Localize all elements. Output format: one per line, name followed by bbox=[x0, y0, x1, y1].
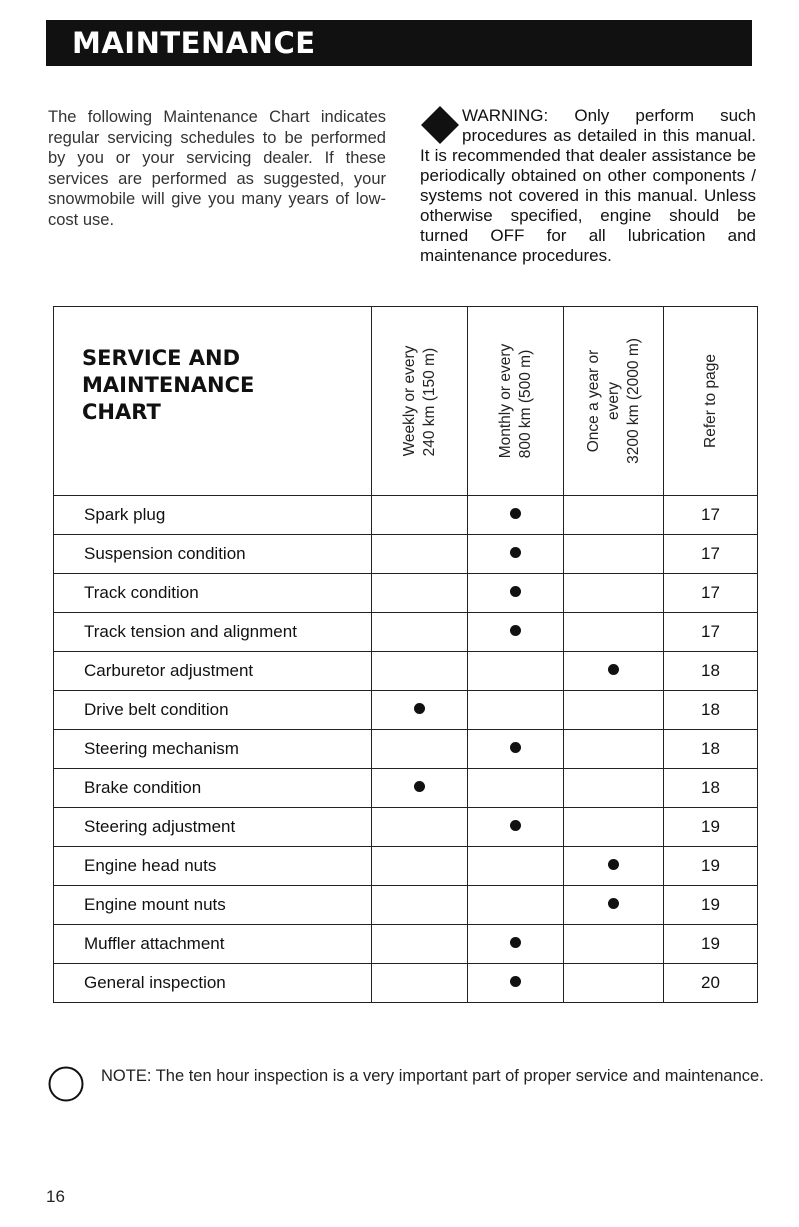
table-row bbox=[54, 613, 758, 652]
page-reference: 18 bbox=[664, 730, 758, 769]
table-row bbox=[54, 808, 758, 847]
page-reference: 17 bbox=[664, 535, 758, 574]
interval-cell bbox=[372, 652, 468, 691]
table-row bbox=[54, 691, 758, 730]
column-header-monthly: Monthly or every 800 km (500 m) bbox=[468, 307, 564, 496]
interval-dot-marker bbox=[510, 508, 521, 519]
interval-cell bbox=[372, 886, 468, 925]
page-title: MAINTENANCE bbox=[72, 26, 316, 60]
page-reference: 18 bbox=[664, 652, 758, 691]
interval-cell bbox=[564, 691, 664, 730]
interval-cell bbox=[468, 652, 564, 691]
interval-dot-marker bbox=[510, 547, 521, 558]
interval-dot-marker bbox=[510, 976, 521, 987]
interval-dot-marker bbox=[608, 859, 619, 870]
table-row bbox=[54, 574, 758, 613]
service-item-name: Track tension and alignment bbox=[54, 613, 372, 652]
service-item-name: General inspection bbox=[54, 964, 372, 1003]
interval-cell bbox=[564, 769, 664, 808]
interval-dot-marker bbox=[510, 625, 521, 636]
intro-paragraph: The following Maintenance Chart indicates regular servicing schedules to be performed by you or your servicing dealer. If these services are performed as suggested, your snowmobile will give you many years of low-cost use. bbox=[48, 108, 386, 229]
service-item-name: Brake condition bbox=[54, 769, 372, 808]
table-row bbox=[54, 535, 758, 574]
page-reference: 19 bbox=[664, 808, 758, 847]
service-item-name: Drive belt condition bbox=[54, 691, 372, 730]
interval-cell bbox=[468, 730, 564, 769]
interval-cell bbox=[468, 925, 564, 964]
interval-cell bbox=[372, 808, 468, 847]
service-item-name: Spark plug bbox=[54, 496, 372, 535]
chart-title: SERVICE AND MAINTENANCE CHART bbox=[82, 346, 255, 424]
interval-cell bbox=[372, 691, 468, 730]
interval-cell bbox=[564, 496, 664, 535]
interval-cell bbox=[468, 964, 564, 1003]
chart-header-row bbox=[54, 307, 758, 496]
interval-dot-marker bbox=[510, 820, 521, 831]
interval-cell bbox=[564, 847, 664, 886]
page-number: 16 bbox=[46, 1187, 65, 1206]
page-reference: 18 bbox=[664, 769, 758, 808]
interval-cell bbox=[372, 613, 468, 652]
interval-cell bbox=[468, 613, 564, 652]
service-item-name: Carburetor adjustment bbox=[54, 652, 372, 691]
interval-cell bbox=[564, 964, 664, 1003]
page-reference: 19 bbox=[664, 847, 758, 886]
warning-paragraph bbox=[420, 106, 756, 266]
interval-dot-marker bbox=[510, 937, 521, 948]
interval-cell bbox=[564, 886, 664, 925]
interval-cell bbox=[564, 613, 664, 652]
interval-cell bbox=[564, 535, 664, 574]
interval-cell bbox=[468, 769, 564, 808]
interval-cell bbox=[372, 496, 468, 535]
interval-cell bbox=[564, 652, 664, 691]
interval-cell bbox=[564, 925, 664, 964]
page-reference: 17 bbox=[664, 613, 758, 652]
service-item-name: Engine head nuts bbox=[54, 847, 372, 886]
column-header-weekly: Weekly or every 240 km (150 m) bbox=[372, 307, 468, 496]
warning-text: WARNING: Only perform such procedures as detailed in this manual. It is recommended that dealer assistance be periodically obtained on other components / systems not covered in this manual. Unless otherwise specified, engine should be turned OFF for all lubrication and maintenance procedures. bbox=[420, 106, 756, 265]
column-header-page: Refer to page bbox=[664, 307, 758, 496]
interval-dot-marker bbox=[608, 664, 619, 675]
table-row bbox=[54, 886, 758, 925]
interval-cell bbox=[372, 730, 468, 769]
table-row bbox=[54, 769, 758, 808]
interval-cell bbox=[564, 574, 664, 613]
interval-cell bbox=[372, 964, 468, 1003]
service-item-name: Track condition bbox=[54, 574, 372, 613]
note-text: NOTE: The ten hour inspection is a very important part of proper service and maintenance. bbox=[101, 1067, 764, 1085]
service-item-name: Muffler attachment bbox=[54, 925, 372, 964]
service-item-name: Steering adjustment bbox=[54, 808, 372, 847]
page-reference: 19 bbox=[664, 886, 758, 925]
page-reference: 17 bbox=[664, 496, 758, 535]
table-row bbox=[54, 964, 758, 1003]
note-circle-icon bbox=[47, 1065, 85, 1103]
service-item-name: Steering mechanism bbox=[54, 730, 372, 769]
table-row bbox=[54, 730, 758, 769]
interval-dot-marker bbox=[510, 586, 521, 597]
interval-dot-marker bbox=[414, 781, 425, 792]
table-row bbox=[54, 652, 758, 691]
chart-title-cell bbox=[54, 307, 372, 496]
interval-cell bbox=[468, 691, 564, 730]
service-item-name: Suspension condition bbox=[54, 535, 372, 574]
table-row bbox=[54, 496, 758, 535]
interval-cell bbox=[372, 574, 468, 613]
interval-cell bbox=[468, 496, 564, 535]
interval-cell bbox=[372, 925, 468, 964]
page-reference: 18 bbox=[664, 691, 758, 730]
page-reference: 19 bbox=[664, 925, 758, 964]
table-row bbox=[54, 925, 758, 964]
page-reference: 20 bbox=[664, 964, 758, 1003]
page-reference: 17 bbox=[664, 574, 758, 613]
maintenance-chart-table bbox=[53, 306, 758, 1003]
interval-cell bbox=[468, 847, 564, 886]
interval-cell bbox=[372, 535, 468, 574]
interval-cell bbox=[372, 847, 468, 886]
interval-cell bbox=[468, 808, 564, 847]
interval-dot-marker bbox=[608, 898, 619, 909]
table-row bbox=[54, 847, 758, 886]
interval-dot-marker bbox=[510, 742, 521, 753]
interval-cell bbox=[468, 535, 564, 574]
column-header-yearly: Once a year or every 3200 km (2000 m) bbox=[564, 307, 664, 496]
service-item-name: Engine mount nuts bbox=[54, 886, 372, 925]
interval-cell bbox=[564, 730, 664, 769]
interval-cell bbox=[564, 808, 664, 847]
page-header-banner bbox=[46, 20, 752, 66]
interval-cell bbox=[372, 769, 468, 808]
interval-dot-marker bbox=[414, 703, 425, 714]
interval-cell bbox=[468, 886, 564, 925]
interval-cell bbox=[468, 574, 564, 613]
